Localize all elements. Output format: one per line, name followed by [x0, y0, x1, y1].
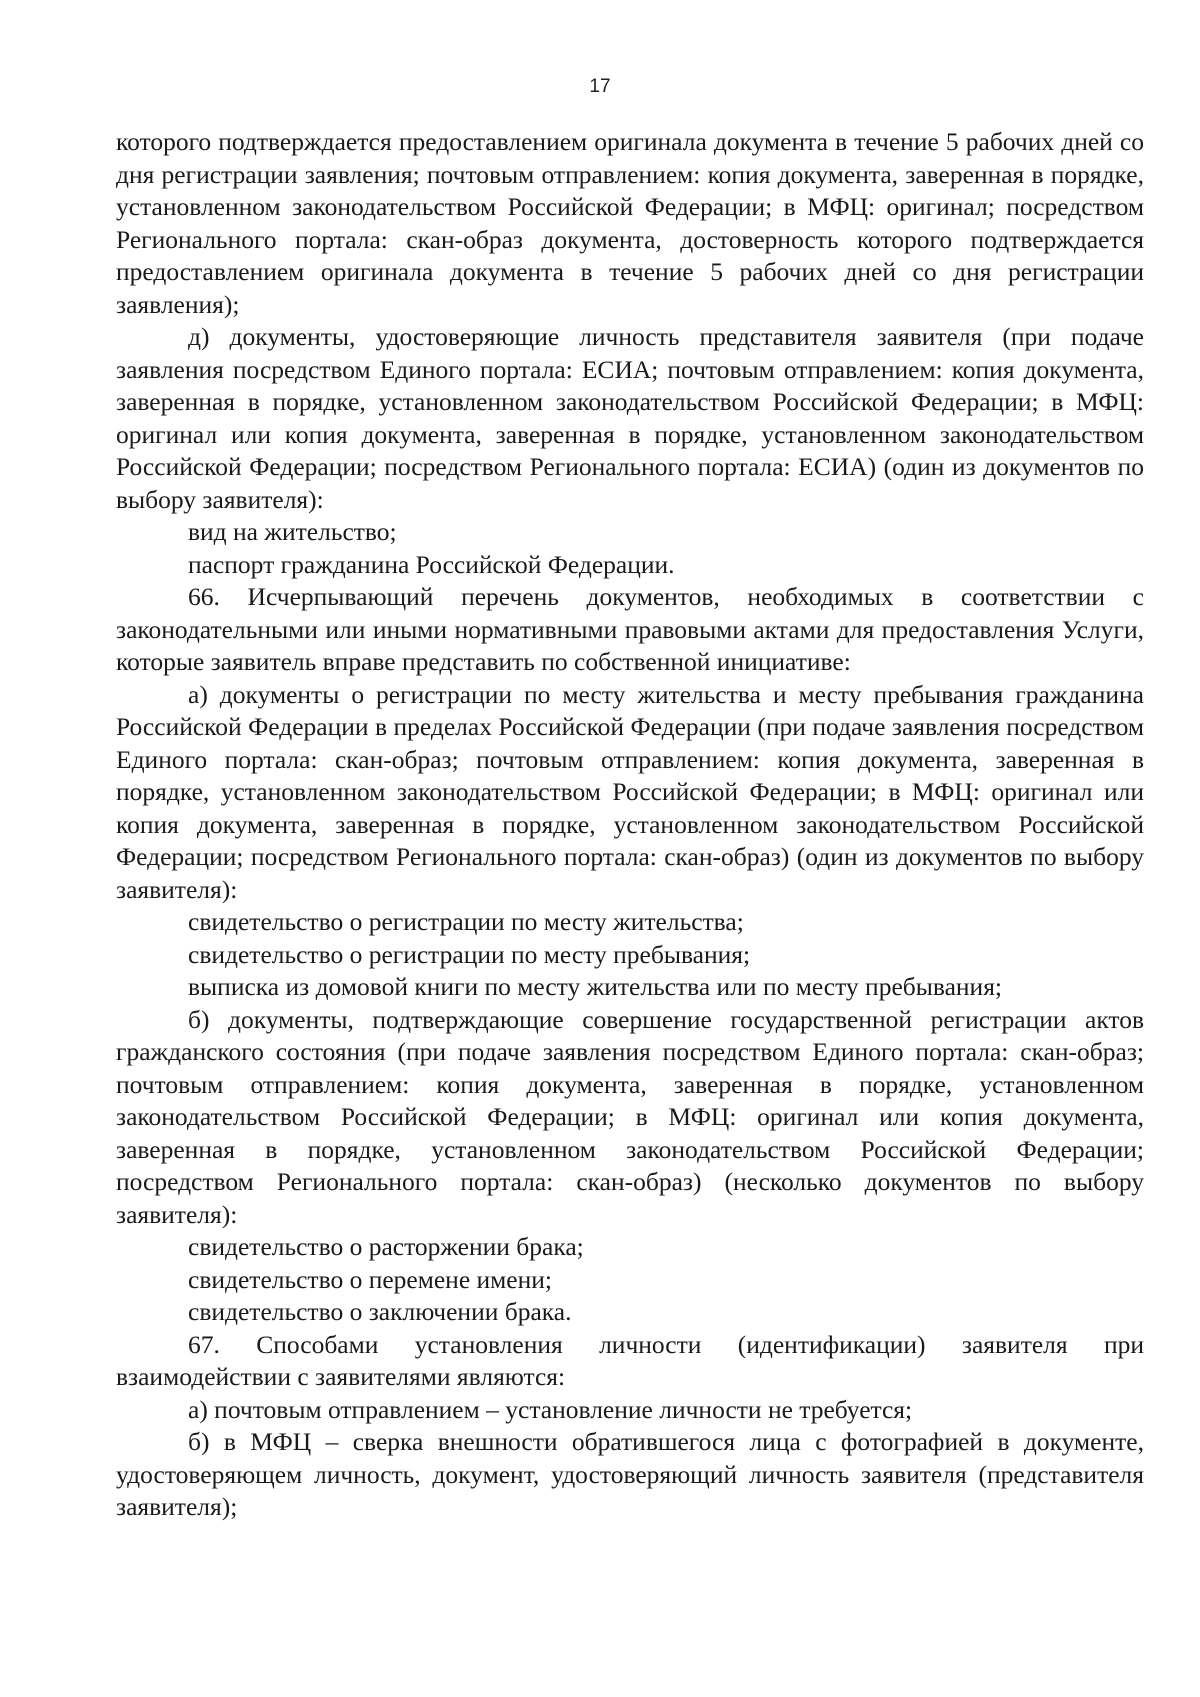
list-item: свидетельство о регистрации по месту жительства;	[188, 907, 744, 936]
list-item: свидетельство о регистрации по месту пребывания;	[188, 939, 751, 969]
list-item: свидетельство о перемене имени;	[188, 1264, 552, 1294]
list-item: вид на жительство;	[188, 517, 397, 546]
paragraph-clause-67: 67. Способами установления личности (идентификации) заявителя при взаимодействии с заявителями являются:	[116, 1329, 1144, 1391]
document-body	[116, 126, 1144, 1524]
paragraph-item-a: а) почтовым отправлением – установление личности не требуется;	[188, 1394, 913, 1424]
paragraph-clause-66: 66. Исчерпывающий перечень документов, необходимых в соответствии с законодательными или иными нормативными правовыми актами для предоставления Услуги, которые заявитель вправе представить по собственной инициативе:	[116, 582, 1144, 676]
list-item: свидетельство о заключении брака.	[188, 1297, 572, 1326]
list-item: паспорт гражданина Российской Федерации.	[188, 549, 675, 579]
paragraph-item-d: д) документы, удостоверяющие личность представителя заявителя (при подаче заявления посредством Единого портала: ЕСИА; почтовым отправлением: копия документа, заверенная в порядке, установленном законодательством Российской Федерации; в МФЦ: оригинал или копия документа, заверенная в порядке, установленном законодательством Российской Федерации; посредством Регионального портала: ЕСИА) (один из документов по выбору заявителя):	[116, 322, 1144, 514]
list-item: свидетельство о расторжении брака;	[188, 1232, 584, 1261]
paragraph-item-a: а) документы о регистрации по месту жительства и месту пребывания гражданина Российской Федерации в пределах Российской Федерации (при подаче заявления посредством Единого портала: скан-образ; почтовым отправлением: копия документа, заверенная в порядке, установленном законодательством Российской Федерации; в МФЦ: оригинал или копия документа, заверенная в порядке, установленном законодательством Российской Федерации; посредством Регионального портала: скан-образ) (один из документов по выбору заявителя):	[116, 679, 1144, 904]
paragraph-item-b: б) документы, подтверждающие совершение государственной регистрации актов гражданского состояния (при подаче заявления посредством Единого портала: скан-образ; почтовым отправлением: копия документа, заверенная в порядке, установленном законодательством Российской Федерации; в МФЦ: оригинал или копия документа, заверенная в порядке, установленном законодательством Российской Федерации; посредством Регионального портала: скан-образ) (несколько документов по выбору заявителя):	[116, 1004, 1144, 1229]
paragraph-item-b: б) в МФЦ – сверка внешности обратившегося лица с фотографией в документе, удостоверяющем личность, документ, удостоверяющий личность заявителя (представителя заявителя);	[116, 1427, 1144, 1521]
paragraph-continuation: которого подтверждается предоставлением оригинала документа в течение 5 рабочих дней со дня регистрации заявления; почтовым отправлением: копия документа, заверенная в порядке, установленном законодательством Российской Федерации; в МФЦ: оригинал; посредством Регионального портала: скан-образ документа, достоверность которого подтверждается предоставлением оригинала документа в течение 5 рабочих дней со дня регистрации заявления);	[116, 127, 1144, 319]
list-item: выписка из домовой книги по месту жительства или по месту пребывания;	[188, 972, 1003, 1001]
page-number: 17	[589, 76, 611, 97]
